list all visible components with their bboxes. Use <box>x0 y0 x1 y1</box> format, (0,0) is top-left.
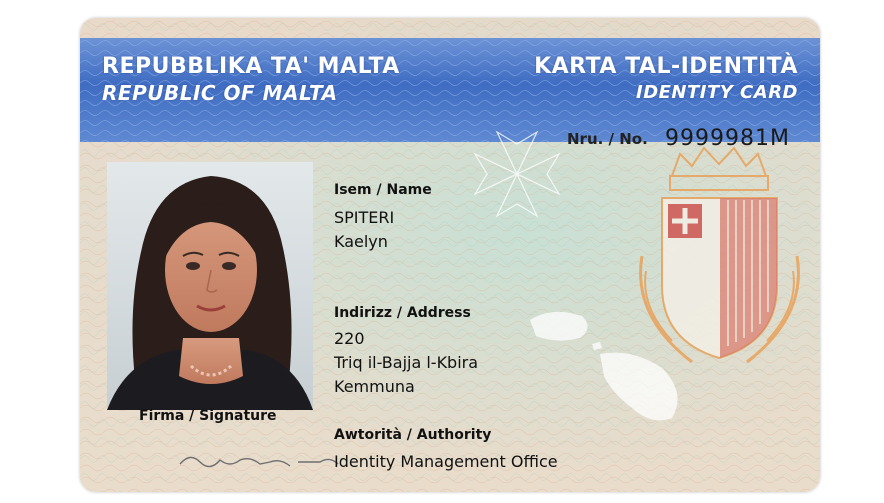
surname-value: SPITERI <box>334 208 395 227</box>
card-title-english: IDENTITY CARD <box>636 82 798 103</box>
signature-label: Firma / Signature <box>139 408 277 424</box>
portrait-image <box>107 162 313 410</box>
name-label: Isem / Name <box>334 182 432 198</box>
address-line: Triq il-Bajja l-Kbira <box>334 353 479 372</box>
identity-card <box>80 18 820 492</box>
authority-value: Identity Management Office <box>334 452 558 471</box>
card-number-value: 9999981M <box>665 126 790 151</box>
address-line: Kemmuna <box>334 377 415 396</box>
address-line: 220 <box>334 329 365 348</box>
card-title-maltese: KARTA TAL-IDENTITÀ <box>534 54 798 79</box>
address-label: Indirizz / Address <box>334 305 471 321</box>
malta-map-watermark <box>522 298 692 428</box>
authority-label: Awtorità / Authority <box>334 427 492 443</box>
card-number-label: Nru. / No. <box>567 130 648 148</box>
given-name-value: Kaelyn <box>334 232 388 251</box>
republic-title-english: REPUBLIC OF MALTA <box>102 81 338 105</box>
republic-title-maltese: REPUBBLIKA TA' MALTA <box>102 54 400 79</box>
handwritten-signature <box>120 438 370 478</box>
maltese-cross-watermark <box>452 114 582 234</box>
holder-photo <box>107 162 313 410</box>
